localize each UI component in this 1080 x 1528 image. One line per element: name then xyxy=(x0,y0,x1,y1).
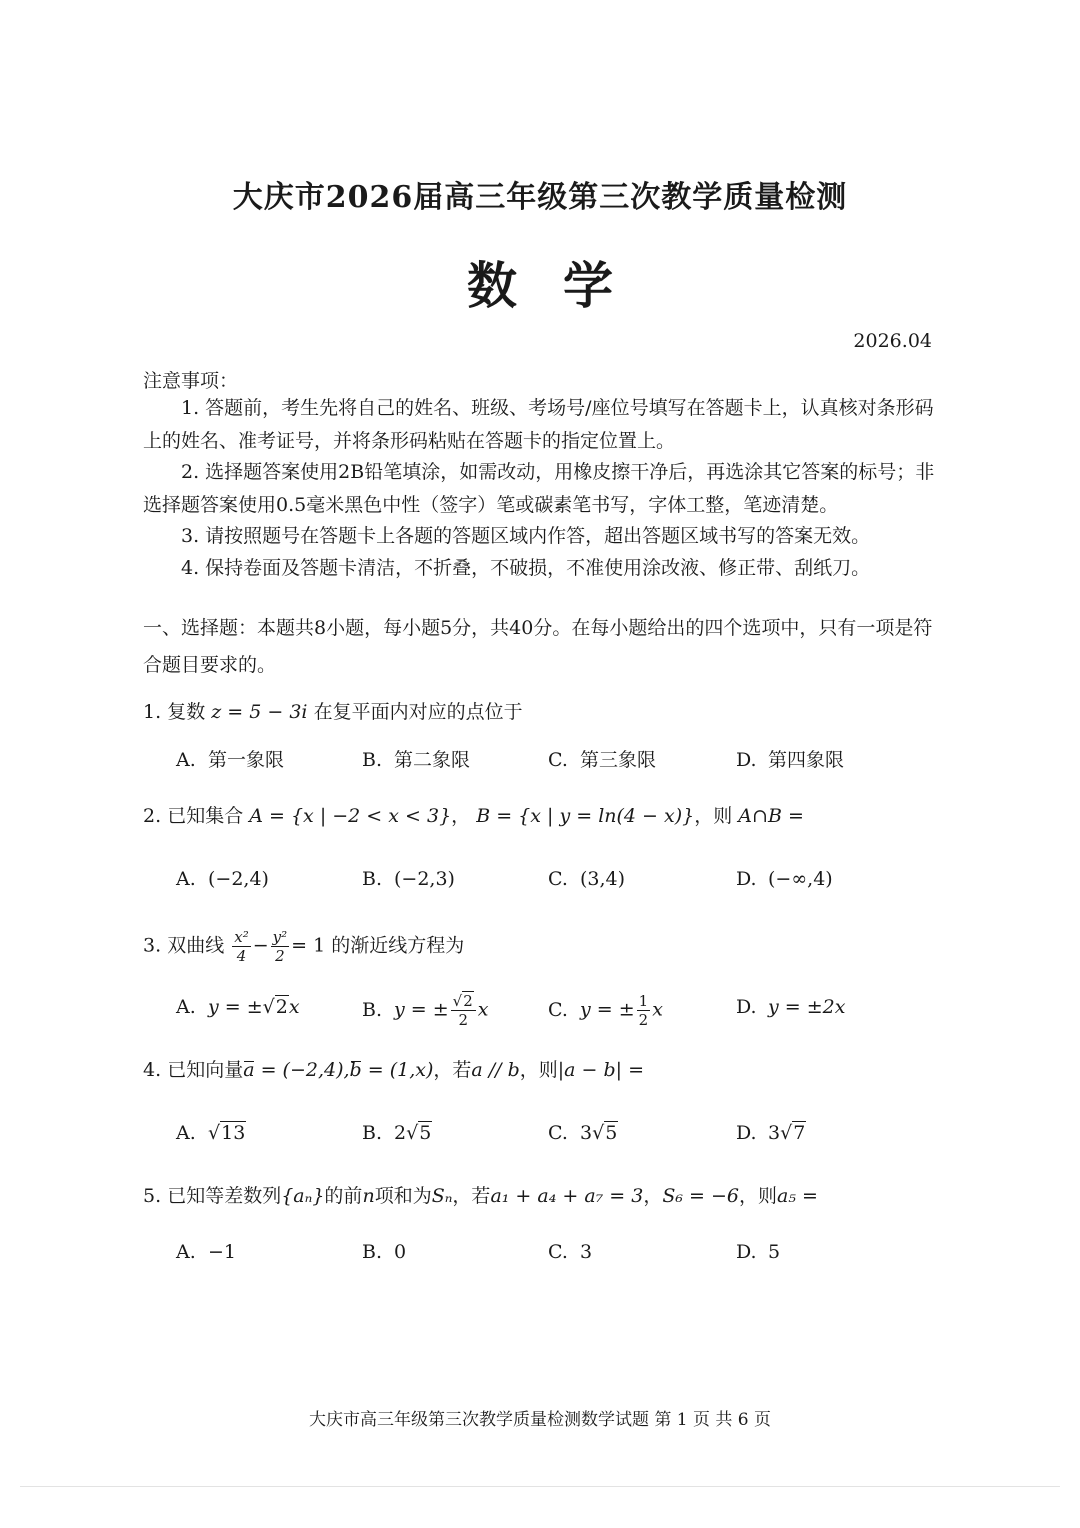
option-a: A. y = ±√2x xyxy=(176,996,300,1018)
math-expression: |a − b| = xyxy=(557,1059,645,1081)
question-number: 5. xyxy=(143,1185,162,1207)
option-a: A. (−2,4) xyxy=(176,868,269,890)
question-number: 4. xyxy=(143,1059,162,1081)
option-c: C. y = ± $\frac{1}{2}$ x xyxy=(548,992,663,1029)
exam-title: 大庆市2026届高三年级第三次教学质量检测 xyxy=(232,180,848,215)
page-footer: 大庆市高三年级第三次教学质量检测数学试题 第 1 页 共 6 页 xyxy=(308,1410,772,1430)
question-2: 2. 已知集合 A = {x | −2 < x < 3}， B = {x | y = ln(4 − x)}，则 A∩B = xyxy=(143,805,804,827)
option-b: B. y = ± $\frac{√2}{2}$ x xyxy=(362,992,489,1029)
question-text: 已知集合 xyxy=(167,805,244,827)
notice-item-2: 2. 选择题答案使用2B铅笔填涂，如需改动，用橡皮擦干净后，再选涂其它答案的标号；非选择题答案使用0.5毫米黑色中性（签字）笔或碳素笔书写，字体工整，笔迹清楚。 xyxy=(143,461,935,516)
option-d: D. y = ±2x xyxy=(736,996,846,1018)
fraction: $\frac{\text{y²}}{2}$ xyxy=(272,928,288,965)
bottom-rule xyxy=(20,1486,1060,1487)
question-text: 已知向量 xyxy=(167,1059,244,1081)
option-b: B. 2√5 xyxy=(362,1122,432,1144)
vector-a: a xyxy=(243,1059,255,1081)
option-a: A. −1 xyxy=(176,1241,237,1263)
question-text: 双曲线 xyxy=(167,934,225,957)
option-a: A. 第一象限 xyxy=(176,749,285,771)
notice-heading: 注意事项： xyxy=(143,370,239,392)
option-b: B. 第二象限 xyxy=(362,749,471,771)
question-1 xyxy=(143,697,943,727)
fraction: $\frac{\text{x²}}{4}$ xyxy=(234,928,249,965)
exam-date: 2026.04 xyxy=(853,330,932,352)
option-d: D. (−∞,4) xyxy=(736,868,833,890)
question-4: 4. 已知向量a = (−2,4),b = (1,x)，若a // b，则|a − b| = xyxy=(143,1059,645,1081)
question-3: 3. 双曲线 $\frac{\text{x²}}{4}$ − $\frac{\text{y²}}{2}$ = 1 的渐近线方程为 xyxy=(143,928,465,965)
question-5: 5. 已知等差数列{aₙ}的前n项和为Sₙ，若a₁ + a₄ + a₇ = 3，S₆ = −6，则a₅ = xyxy=(143,1185,818,1207)
option-d: D. 5 xyxy=(736,1241,781,1263)
question-number: 2. xyxy=(143,805,162,827)
math-expression: A∩B = xyxy=(738,805,804,827)
option-a: A. √13 xyxy=(176,1122,246,1144)
option-d: D. 第四象限 xyxy=(736,749,845,771)
question-text: 在复平面内对应的点位于 xyxy=(313,701,523,723)
option-c: C. 第三象限 xyxy=(548,749,657,771)
option-b: B. 0 xyxy=(362,1241,407,1263)
math-expression: z = 5 − 3i xyxy=(211,701,308,723)
question-text: 复数 xyxy=(167,701,206,723)
notice-item-1: 1. 答题前，考生先将自己的姓名、班级、考场号/座位号填写在答题卡上，认真核对条形码上的姓名、准考证号，并将条形码粘贴在答题卡的指定位置上。 xyxy=(143,397,934,452)
math-expression: a // b xyxy=(471,1059,520,1081)
math-expression: A = {x | −2 < x < 3} xyxy=(249,805,452,827)
option-d: D. 3√7 xyxy=(736,1122,806,1144)
math-expression: B = {x | y = ln(4 − x)} xyxy=(476,805,695,827)
notice-item-4: 4. 保持卷面及答题卡清洁，不折叠，不破损，不准使用涂改液、修正带、刮纸刀。 xyxy=(181,557,871,579)
question-text: 的渐近线方程为 xyxy=(331,934,465,957)
question-number: 3. xyxy=(143,934,162,957)
notice-item-3: 3. 请按照题号在答题卡上各题的答题区域内作答，超出答题区域书写的答案无效。 xyxy=(181,525,871,547)
option-c: C. 3 xyxy=(548,1241,593,1263)
option-b: B. (−2,3) xyxy=(362,868,455,890)
subject-title: 数学 xyxy=(467,256,659,315)
question-text: 已知等差数列 xyxy=(167,1185,282,1207)
section-heading: 一、选择题：本题共8小题，每小题5分，共40分。在每小题给出的四个选项中，只有一项是符合题目要求的。 xyxy=(143,617,933,676)
question-number: 1. xyxy=(143,701,162,723)
vector-b: b xyxy=(349,1059,362,1081)
option-c: C. (3,4) xyxy=(548,868,626,890)
option-c: C. 3√5 xyxy=(548,1122,618,1144)
